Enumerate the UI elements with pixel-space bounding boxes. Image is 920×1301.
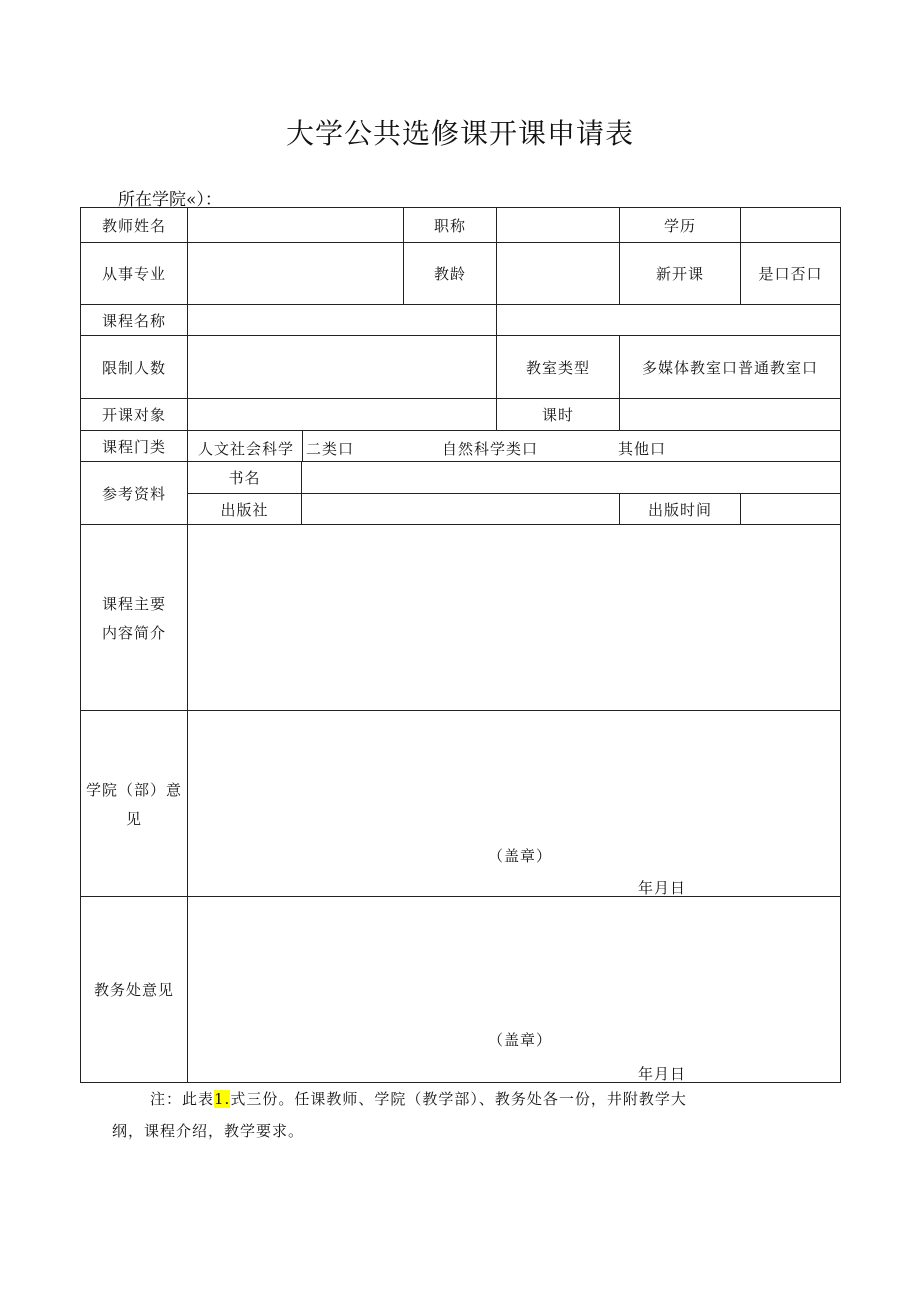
- row-major: [81, 243, 841, 305]
- college-seal-label: （盖章）: [488, 847, 553, 865]
- row-college-opinion: [81, 711, 841, 897]
- label-publish-date: 出版时间: [620, 494, 741, 525]
- input-summary[interactable]: [188, 525, 841, 711]
- footnote-line2: 纲，课程介绍，教学要求。: [112, 1122, 305, 1140]
- category-humanities: 人文社会科学: [198, 440, 295, 458]
- label-major: 从事专业: [81, 243, 188, 305]
- label-class-hours: 课时: [497, 399, 620, 431]
- application-form-table: [80, 207, 841, 1083]
- row-course-name: [81, 305, 841, 336]
- input-office-opinion[interactable]: [188, 897, 841, 1083]
- label-references: 参考资料: [81, 462, 188, 525]
- input-teacher-name[interactable]: [188, 208, 404, 243]
- new-course-options[interactable]: 是口否口: [741, 243, 841, 305]
- label-summary-line1: 课程主要: [101, 594, 166, 613]
- label-college-opinion-line2: 见: [125, 809, 142, 828]
- label-book-title: 书名: [188, 462, 302, 494]
- label-college-opinion-line1: 学院（部）意: [85, 780, 182, 799]
- row-target: [81, 399, 841, 431]
- label-education: 学历: [620, 208, 741, 243]
- input-target-students[interactable]: [188, 399, 497, 431]
- footnote-prefix: 注：此表: [150, 1090, 215, 1108]
- office-seal-label: （盖章）: [488, 1031, 553, 1049]
- category-options: [188, 431, 841, 462]
- office-date-label: 年月日: [638, 1065, 687, 1083]
- label-course-name: 课程名称: [81, 305, 188, 336]
- row-summary: [81, 525, 841, 711]
- input-book-title[interactable]: [302, 462, 841, 494]
- input-major[interactable]: [188, 243, 404, 305]
- label-college-opinion: [81, 711, 188, 897]
- category-humanities-checkbox[interactable]: 二类口: [306, 440, 355, 458]
- form-title: 大学公共选修课开课申请表: [285, 117, 634, 150]
- category-other-checkbox[interactable]: 其他口: [618, 440, 667, 458]
- college-label: 所在学院«）：: [118, 190, 222, 210]
- input-publish-date[interactable]: [741, 494, 841, 525]
- row-enrollment: [81, 336, 841, 399]
- category-divider: [302, 431, 303, 461]
- label-target-students: 开课对象: [81, 399, 188, 431]
- label-office-opinion: 教务处意见: [81, 897, 188, 1083]
- row-category: [81, 431, 841, 462]
- label-title-rank: 职称: [404, 208, 497, 243]
- row-book-title: [81, 462, 841, 494]
- label-teaching-years: 教龄: [404, 243, 497, 305]
- college-date-label: 年月日: [638, 879, 687, 897]
- input-publisher[interactable]: [302, 494, 620, 525]
- label-enrollment-limit: 限制人数: [81, 336, 188, 399]
- input-title-rank[interactable]: [497, 208, 620, 243]
- footnote-rest: 式三份。任课教师、学院（教学部）、教务处各一份，井附教学大: [230, 1090, 687, 1108]
- label-teacher-name: 教师姓名: [81, 208, 188, 243]
- label-category: 课程门类: [81, 431, 188, 462]
- row-office-opinion: [81, 897, 841, 1083]
- input-college-opinion[interactable]: [188, 711, 841, 897]
- footnote: [150, 1088, 687, 1109]
- label-summary-line2: 内容简介: [101, 623, 166, 642]
- label-publisher: 出版社: [188, 494, 302, 525]
- row-publisher: [81, 494, 841, 525]
- input-class-hours[interactable]: [620, 399, 841, 431]
- input-education[interactable]: [741, 208, 841, 243]
- input-course-name-extra[interactable]: [497, 305, 841, 336]
- input-course-name[interactable]: [188, 305, 497, 336]
- classroom-options[interactable]: 多媒体教室口普通教室口: [620, 336, 841, 399]
- input-enrollment-limit[interactable]: [188, 336, 497, 399]
- label-summary: [81, 525, 188, 711]
- input-teaching-years[interactable]: [497, 243, 620, 305]
- category-natural-science-checkbox[interactable]: 自然科学类口: [442, 440, 539, 458]
- row-teacher: [81, 208, 841, 243]
- label-new-course: 新开课: [620, 243, 741, 305]
- footnote-highlight: 1.: [214, 1090, 231, 1108]
- label-classroom-type: 教室类型: [497, 336, 620, 399]
